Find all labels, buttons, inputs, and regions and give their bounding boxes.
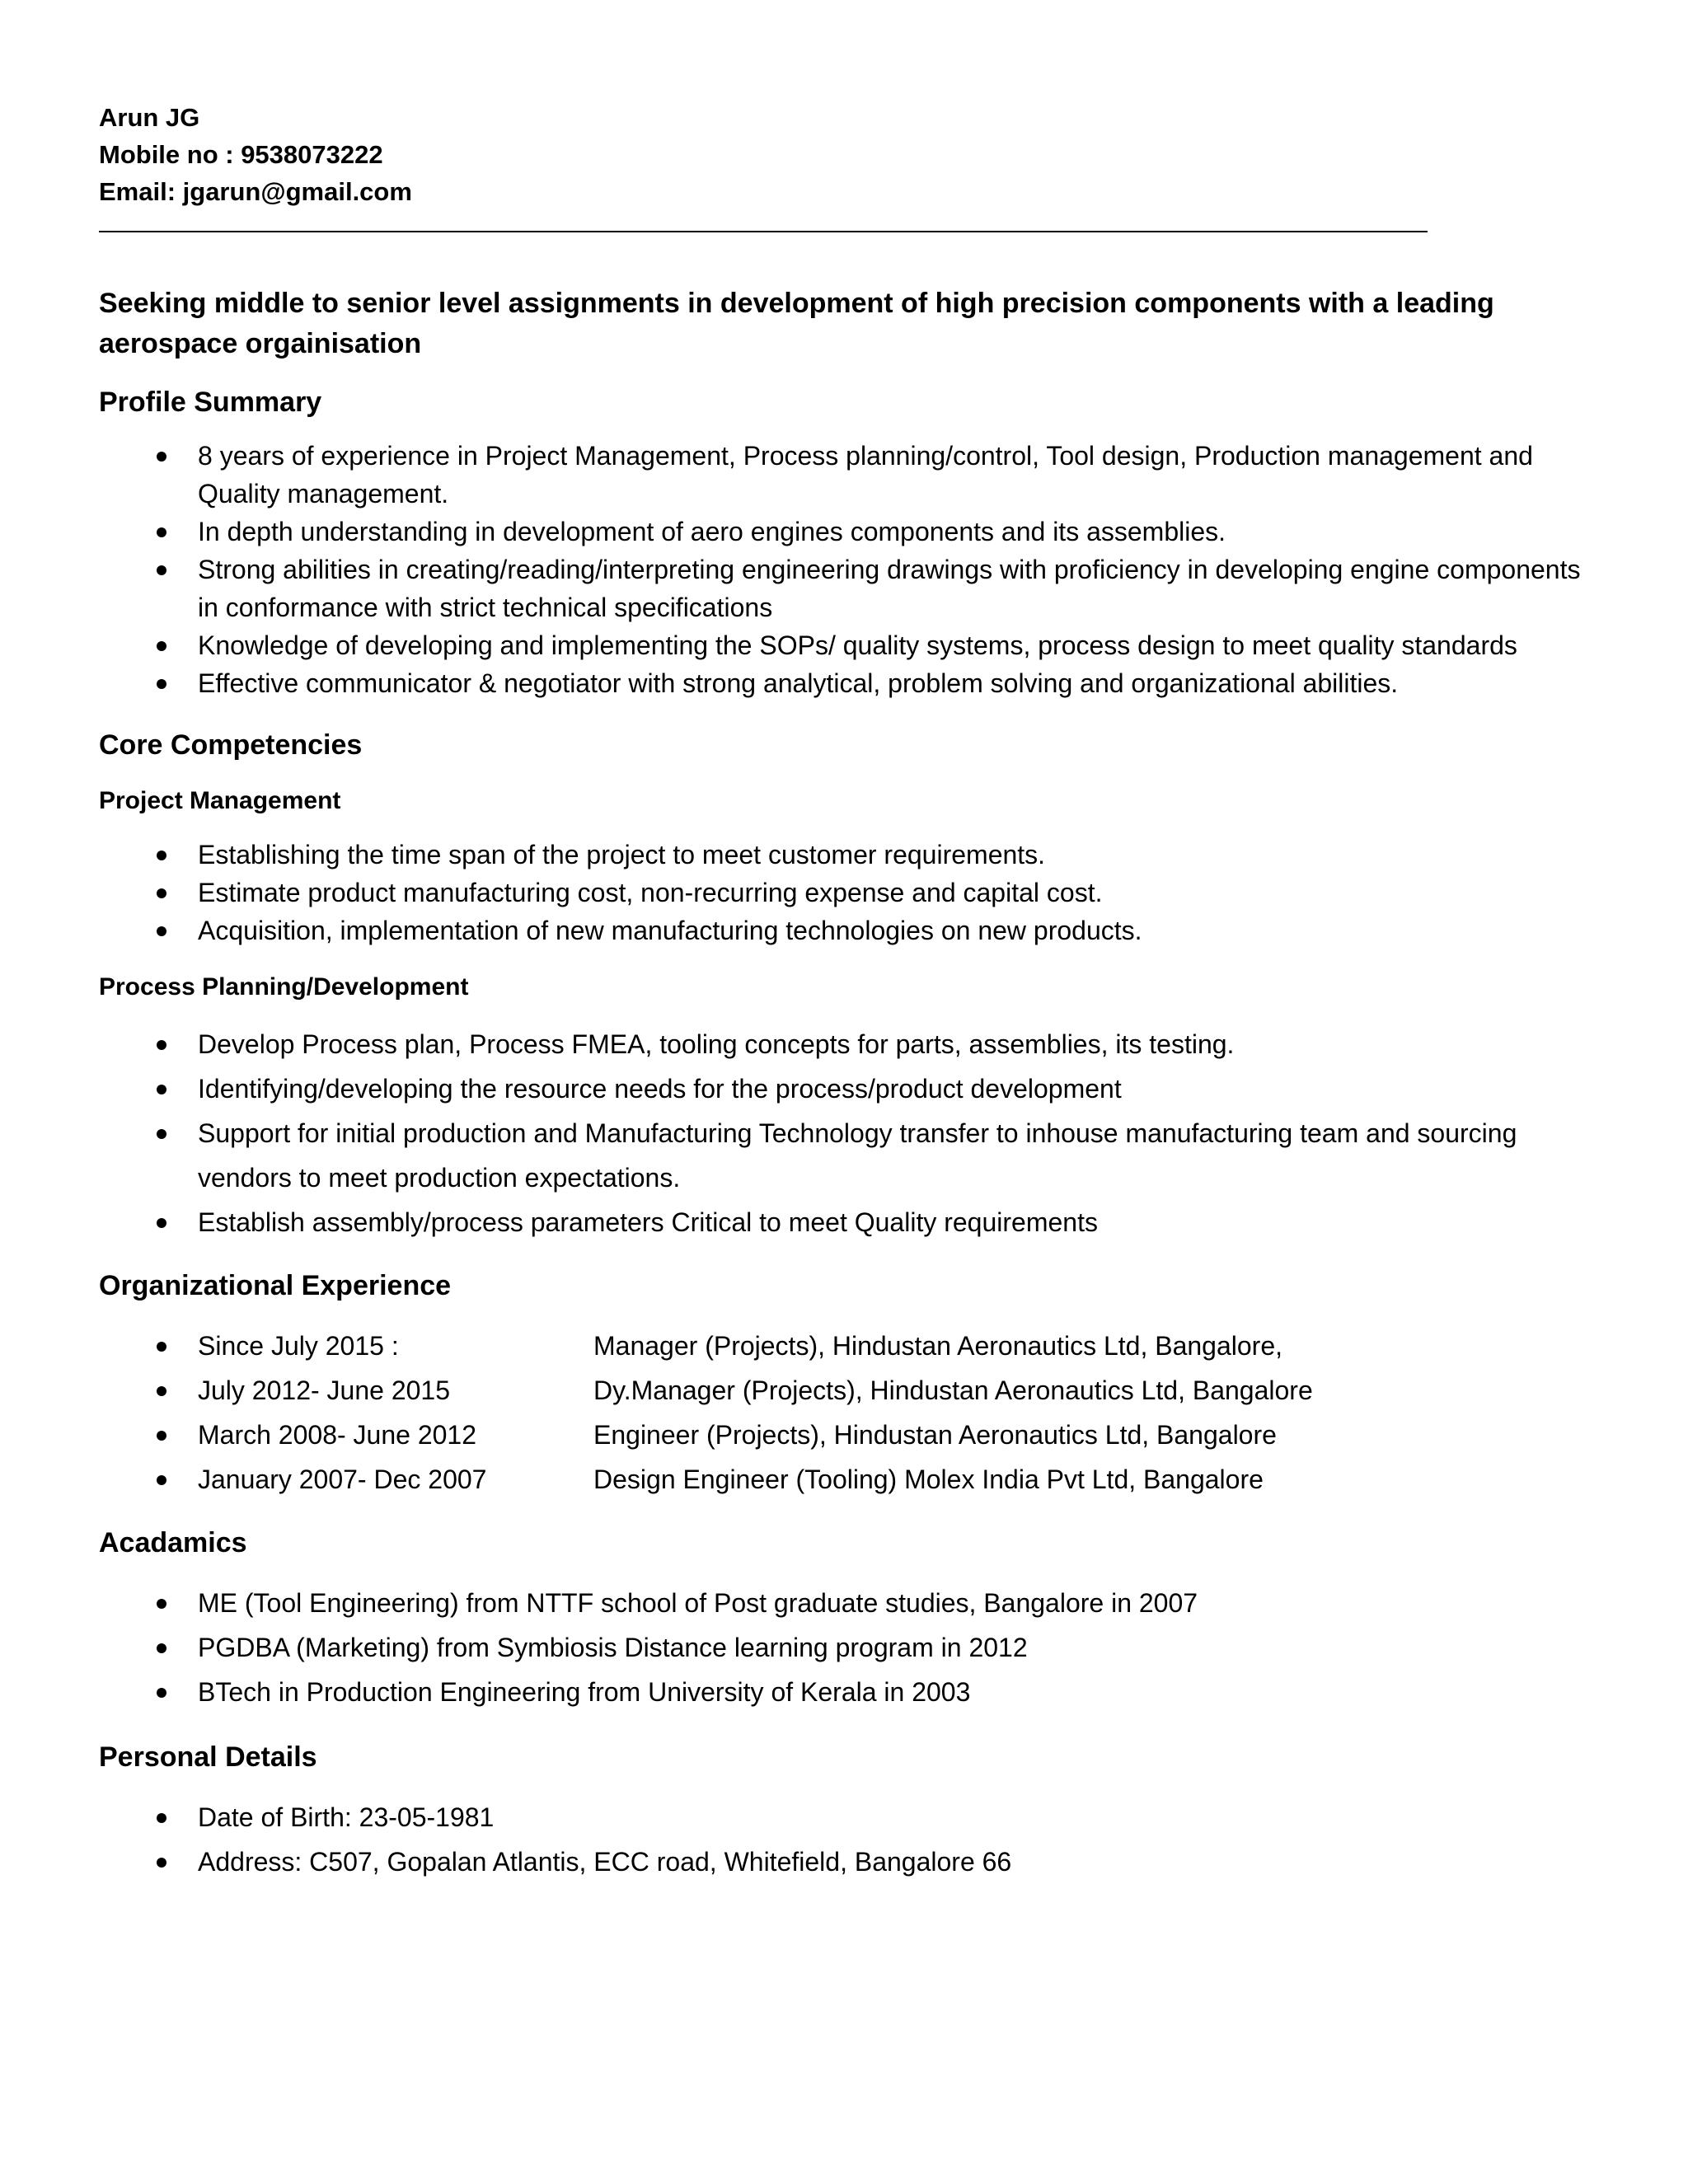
process-planning-list bbox=[99, 1022, 1599, 1244]
list-item: In depth understanding in development of aero engines components and its assemblies. bbox=[99, 513, 1599, 551]
project-management-list bbox=[99, 836, 1599, 949]
academics-list bbox=[99, 1581, 1599, 1714]
list-item: Develop Process plan, Process FMEA, tooling concepts for parts, assemblies, its testing. bbox=[99, 1022, 1599, 1066]
email-address: Email: jgarun@gmail.com bbox=[99, 177, 412, 206]
personal-details-list bbox=[99, 1795, 1599, 1884]
resume-page bbox=[99, 99, 1599, 1884]
list-item: Strong abilities in creating/reading/interpreting engineering drawings with proficiency in developing engine components in conformance with strict technical specifications bbox=[99, 551, 1599, 626]
list-item: PGDBA (Marketing) from Symbiosis Distance learning program in 2012 bbox=[99, 1625, 1599, 1670]
academics-heading: Acadamics bbox=[99, 1527, 247, 1558]
experience-role: Design Engineer (Tooling) Molex India Pvt Ltd, Bangalore bbox=[593, 1465, 1264, 1494]
organizational-experience-heading: Organizational Experience bbox=[99, 1270, 452, 1301]
list-item: ME (Tool Engineering) from NTTF school of Post graduate studies, Bangalore in 2007 bbox=[99, 1581, 1599, 1625]
experience-item bbox=[99, 1413, 1599, 1457]
experience-date: January 2007- Dec 2007 bbox=[198, 1465, 487, 1494]
experience-list bbox=[99, 1324, 1599, 1502]
list-item: Address: C507, Gopalan Atlantis, ECC road, Whitefield, Bangalore 66 bbox=[99, 1840, 1599, 1884]
profile-summary-heading: Profile Summary bbox=[99, 387, 322, 418]
list-item: 8 years of experience in Project Management, Process planning/control, Tool design, Production management and Quality management. bbox=[99, 437, 1599, 513]
contact-header bbox=[99, 99, 1599, 210]
process-planning-heading: Process Planning/Development bbox=[99, 973, 469, 1001]
experience-date: March 2008- June 2012 bbox=[198, 1420, 476, 1450]
candidate-name: Arun JG bbox=[99, 103, 200, 132]
list-item: Estimate product manufacturing cost, non-recurring expense and capital cost. bbox=[99, 874, 1599, 912]
list-item: Acquisition, implementation of new manufacturing technologies on new products. bbox=[99, 912, 1599, 949]
experience-item bbox=[99, 1457, 1599, 1502]
header-divider bbox=[99, 231, 1428, 232]
list-item: Date of Birth: 23-05-1981 bbox=[99, 1795, 1599, 1840]
profile-summary-list bbox=[99, 437, 1599, 702]
experience-item bbox=[99, 1324, 1599, 1368]
list-item: Establish assembly/process parameters Critical to meet Quality requirements bbox=[99, 1200, 1599, 1244]
career-objective: Seeking middle to senior level assignments in development of high precision components with a leading aerospace orgainisation bbox=[99, 288, 1494, 359]
experience-role: Dy.Manager (Projects), Hindustan Aeronautics Ltd, Bangalore bbox=[593, 1376, 1313, 1405]
list-item: Identifying/developing the resource needs for the process/product development bbox=[99, 1066, 1599, 1111]
personal-details-heading: Personal Details bbox=[99, 1741, 317, 1773]
experience-role: Engineer (Projects), Hindustan Aeronautics Ltd, Bangalore bbox=[593, 1420, 1277, 1450]
experience-date: July 2012- June 2015 bbox=[198, 1376, 450, 1405]
project-management-heading: Project Management bbox=[99, 787, 341, 814]
list-item: Effective communicator & negotiator with strong analytical, problem solving and organizational abilities. bbox=[99, 664, 1599, 702]
core-competencies-heading: Core Competencies bbox=[99, 729, 363, 761]
experience-item bbox=[99, 1368, 1599, 1413]
experience-date: Since July 2015 : bbox=[198, 1331, 399, 1361]
list-item: Knowledge of developing and implementing the SOPs/ quality systems, process design to meet quality standards bbox=[99, 626, 1599, 664]
experience-role: Manager (Projects), Hindustan Aeronautics Ltd, Bangalore, bbox=[593, 1331, 1283, 1361]
list-item: BTech in Production Engineering from University of Kerala in 2003 bbox=[99, 1670, 1599, 1714]
mobile-number: Mobile no : 9538073222 bbox=[99, 140, 383, 169]
list-item: Support for initial production and Manufacturing Technology transfer to inhouse manufacturing team and sourcing vendors to meet production expectations. bbox=[99, 1111, 1599, 1200]
list-item: Establishing the time span of the project to meet customer requirements. bbox=[99, 836, 1599, 874]
